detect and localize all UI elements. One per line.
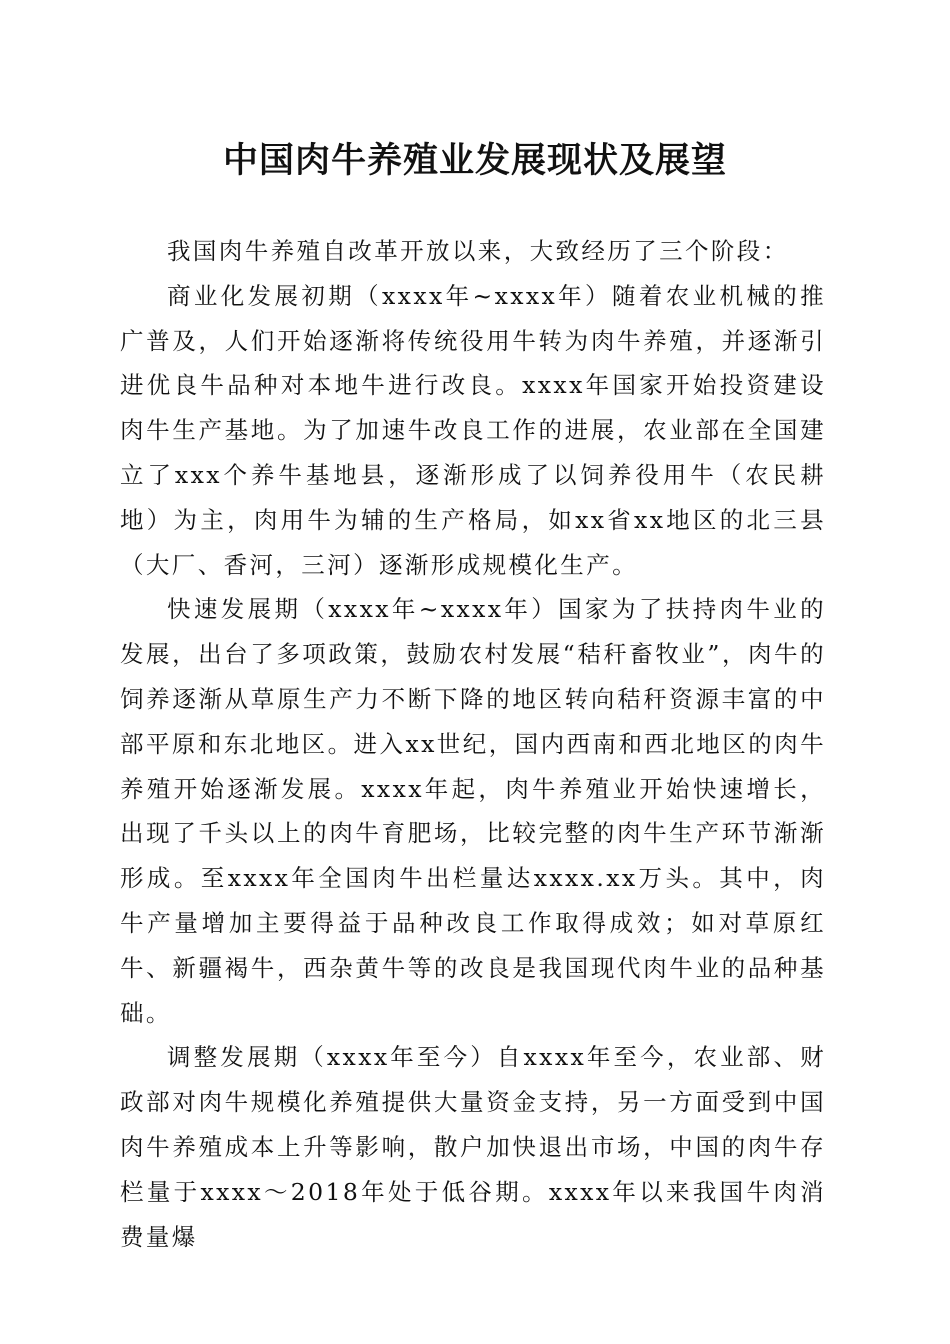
document-title: 中国肉牛养殖业发展现状及展望 (222, 140, 727, 181)
paragraph-stage-adjustment: 调整发展期（xxxx年至今）自xxxx年至今，农业部、财政部对肉牛规模化养殖提供大量资金支持，另一方面受到中国肉牛养殖成本上升等影响，散户加快退出市场，中国的肉牛存栏量于xxxx～2018年处于低谷期。xxxx年以来我国牛肉消费量爆 (120, 1043, 826, 1251)
document-body (120, 229, 826, 1259)
paragraph-stage-rapid: 快速发展期（xxxx年~xxxx年）国家为了扶持肉牛业的发展，出台了多项政策，鼓励农村发展“秸秆畜牧业”，肉牛的饲养逐渐从草原生产力不断下降的地区转向秸秆资源丰富的中部平原和东北地区。进入xx世纪，国内西南和西北地区的肉牛养殖开始逐渐发展。xxxx年起，肉牛养殖业开始快速增长，出现了千头以上的肉牛育肥场，比较完整的肉牛生产环节渐渐形成。至xxxx年全国肉牛出栏量达xxxx.xx万头。其中，肉牛产量增加主要得益于品种改良工作取得成效；如对草原红牛、新疆褐牛，西杂黄牛等的改良是我国现代肉牛业的品种基础。 (120, 595, 826, 1027)
paragraph-intro: 我国肉牛养殖自改革开放以来，大致经历了三个阶段： (167, 237, 789, 265)
paragraph-stage-commercial: 商业化发展初期（xxxx年~xxxx年）随着农业机械的推广普及，人们开始逐渐将传统役用牛转为肉牛养殖，并逐渐引进优良牛品种对本地牛进行改良。xxxx年国家开始投资建设肉牛生产基地。为了加速牛改良工作的进展，农业部在全国建立了xxx个养牛基地县，逐渐形成了以饲养役用牛（农民耕地）为主，肉用牛为辅的生产格局，如xx省xx地区的北三县（大厂、香河，三河）逐渐形成规模化生产。 (120, 281, 826, 579)
